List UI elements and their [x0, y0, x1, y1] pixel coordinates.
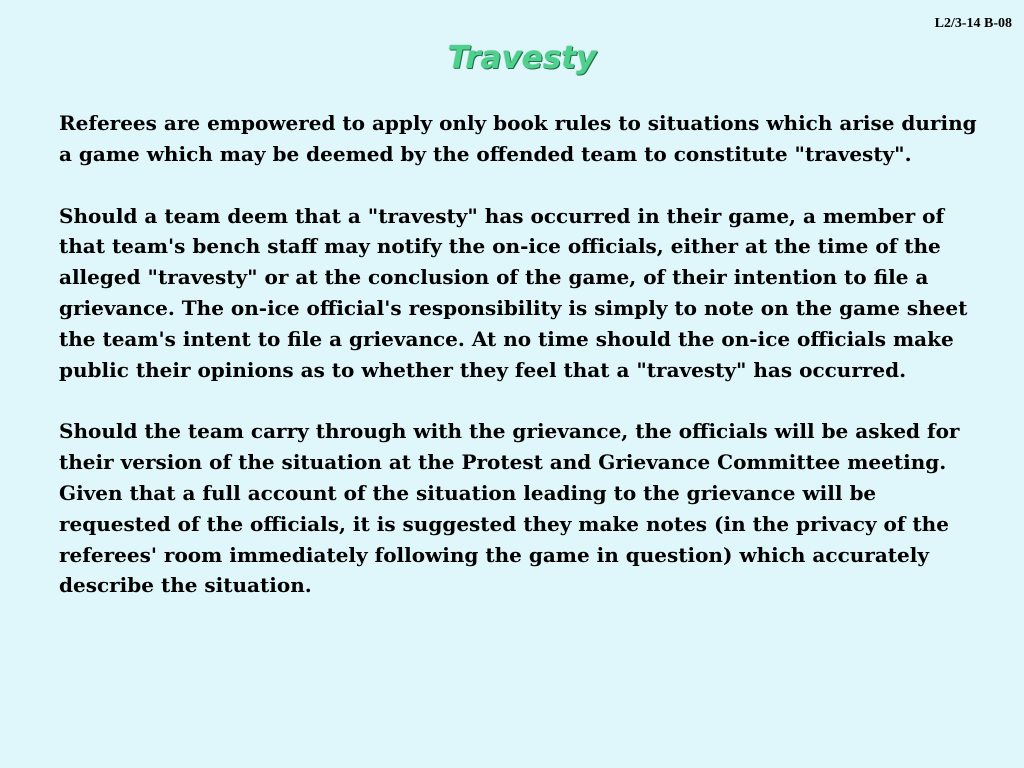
- slide-reference-code: L2/3-14 B-08: [934, 16, 1012, 31]
- paragraph-1: Referees are empowered to apply only book rules to situations which arise during a game which may be deemed by the offended team to constitute "travesty".: [59, 111, 977, 166]
- slide-title: Travesty: [447, 40, 597, 76]
- paragraph-2: Should a team deem that a "travesty" has occurred in their game, a member of that team's bench staff may notify the on-ice officials, either at the time of the alleged "travesty" or at the conclusion of the game, of their intention to file a grievance. The on-ice official's responsibility is simply to note on the game sheet the team's intent to file a grievance. At no time should the on-ice officials make public their opinions as to whether they feel that a "travesty" has occurred.: [59, 203, 968, 382]
- slide-body: [59, 108, 989, 632]
- paragraph-3: Should the team carry through with the grievance, the officials will be asked for their version of the situation at the Protest and Grievance Committee meeting. Given that a full account of the situation leading to the grievance will be requested of the officials, it is suggested they make notes (in the privacy of the referees' room immediately following the game in question) which accurately describe the situation.: [59, 419, 960, 598]
